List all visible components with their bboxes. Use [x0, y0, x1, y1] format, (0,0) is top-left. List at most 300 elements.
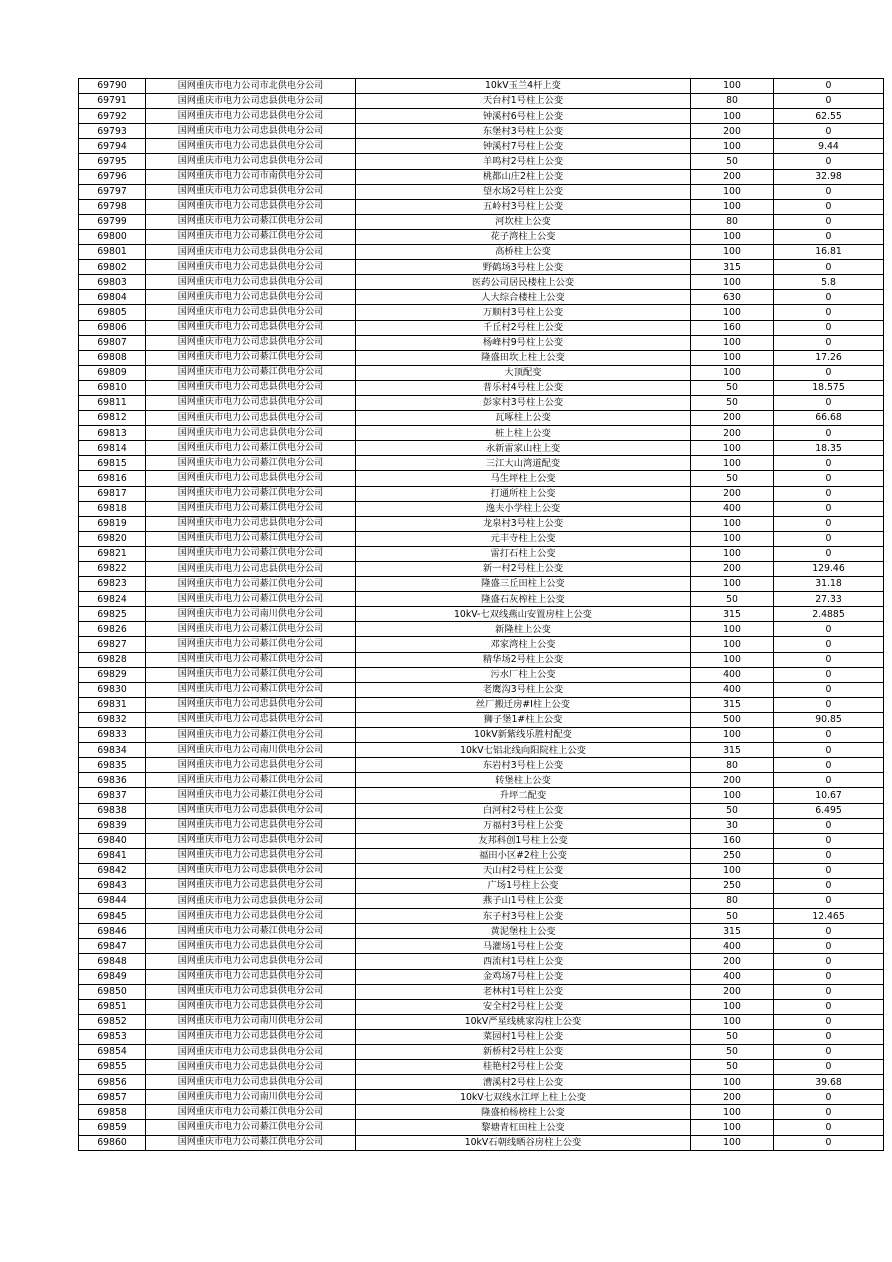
cell-name: 新隆柱上公变 [356, 622, 691, 637]
cell-org: 国网重庆市电力公司忠县供电分公司 [146, 999, 356, 1014]
table-row [79, 365, 884, 380]
cell-name: 狮子堡1#柱上公变 [356, 712, 691, 727]
cell-org: 国网重庆市电力公司忠县供电分公司 [146, 878, 356, 893]
table-row [79, 758, 884, 773]
cell-capacity: 100 [691, 652, 774, 667]
cell-id: 69809 [79, 365, 146, 380]
cell-org: 国网重庆市电力公司忠县供电分公司 [146, 184, 356, 199]
cell-name: 河坎柱上公变 [356, 214, 691, 229]
cell-id: 69829 [79, 667, 146, 682]
cell-name: 元丰寺柱上公变 [356, 531, 691, 546]
cell-id: 69841 [79, 848, 146, 863]
table-row [79, 954, 884, 969]
table-row [79, 939, 884, 954]
cell-value: 0 [774, 1090, 884, 1105]
cell-org: 国网重庆市电力公司綦江供电分公司 [146, 773, 356, 788]
cell-value: 17.26 [774, 350, 884, 365]
cell-name: 10kV玉兰4杆上变 [356, 79, 691, 94]
table-row [79, 682, 884, 697]
cell-value: 0 [774, 395, 884, 410]
table-row [79, 531, 884, 546]
cell-org: 国网重庆市电力公司忠县供电分公司 [146, 984, 356, 999]
cell-capacity: 100 [691, 441, 774, 456]
cell-value: 0 [774, 1105, 884, 1120]
cell-capacity: 100 [691, 1105, 774, 1120]
cell-org: 国网重庆市电力公司綦江供电分公司 [146, 531, 356, 546]
cell-id: 69853 [79, 1029, 146, 1044]
cell-org: 国网重庆市电力公司綦江供电分公司 [146, 924, 356, 939]
cell-capacity: 100 [691, 728, 774, 743]
cell-value: 6.495 [774, 803, 884, 818]
cell-capacity: 100 [691, 79, 774, 94]
cell-org: 国网重庆市电力公司忠县供电分公司 [146, 894, 356, 909]
cell-value: 0 [774, 1029, 884, 1044]
cell-capacity: 50 [691, 1029, 774, 1044]
cell-value: 0 [774, 863, 884, 878]
cell-org: 国网重庆市电力公司忠县供电分公司 [146, 411, 356, 426]
table-row [79, 1090, 884, 1105]
cell-id: 69803 [79, 275, 146, 290]
table-row [79, 622, 884, 637]
cell-name: 打通所柱上公变 [356, 486, 691, 501]
cell-capacity: 80 [691, 894, 774, 909]
cell-name: 医药公司居民楼柱上公变 [356, 275, 691, 290]
cell-id: 69842 [79, 863, 146, 878]
cell-capacity: 50 [691, 380, 774, 395]
cell-capacity: 200 [691, 562, 774, 577]
cell-capacity: 100 [691, 365, 774, 380]
cell-value: 0 [774, 728, 884, 743]
cell-capacity: 200 [691, 773, 774, 788]
cell-id: 69819 [79, 516, 146, 531]
cell-value: 0 [774, 79, 884, 94]
cell-capacity: 250 [691, 878, 774, 893]
cell-id: 69816 [79, 471, 146, 486]
cell-id: 69815 [79, 456, 146, 471]
cell-org: 国网重庆市电力公司綦江供电分公司 [146, 577, 356, 592]
cell-org: 国网重庆市电力公司綦江供电分公司 [146, 546, 356, 561]
cell-org: 国网重庆市电力公司忠县供电分公司 [146, 516, 356, 531]
cell-name: 东岩村3号柱上公变 [356, 758, 691, 773]
cell-value: 12.465 [774, 909, 884, 924]
cell-value: 0 [774, 531, 884, 546]
cell-id: 69799 [79, 214, 146, 229]
cell-org: 国网重庆市电力公司忠县供电分公司 [146, 863, 356, 878]
cell-name: 钟溪村7号柱上公变 [356, 139, 691, 154]
cell-name: 10kV七铝北线向阳院柱上公变 [356, 743, 691, 758]
cell-capacity: 30 [691, 818, 774, 833]
cell-id: 69793 [79, 124, 146, 139]
cell-value: 0 [774, 939, 884, 954]
table-row [79, 788, 884, 803]
cell-value: 0 [774, 622, 884, 637]
cell-org: 国网重庆市电力公司綦江供电分公司 [146, 456, 356, 471]
cell-id: 69791 [79, 94, 146, 109]
cell-value: 90.85 [774, 712, 884, 727]
cell-org: 国网重庆市电力公司綦江供电分公司 [146, 682, 356, 697]
cell-capacity: 400 [691, 501, 774, 516]
cell-org: 国网重庆市电力公司綦江供电分公司 [146, 1135, 356, 1150]
cell-capacity: 200 [691, 954, 774, 969]
cell-org: 国网重庆市电力公司忠县供电分公司 [146, 954, 356, 969]
cell-org: 国网重庆市电力公司忠县供电分公司 [146, 305, 356, 320]
cell-name: 燕子山1号柱上公变 [356, 894, 691, 909]
cell-org: 国网重庆市电力公司南川供电分公司 [146, 1014, 356, 1029]
cell-org: 国网重庆市电力公司忠县供电分公司 [146, 94, 356, 109]
cell-name: 人大综合楼柱上公变 [356, 290, 691, 305]
table-row [79, 290, 884, 305]
cell-name: 友邦科创1号柱上公变 [356, 833, 691, 848]
cell-name: 三江大山湾道配变 [356, 456, 691, 471]
cell-id: 69792 [79, 109, 146, 124]
table-row [79, 1105, 884, 1120]
table-row [79, 184, 884, 199]
cell-capacity: 160 [691, 833, 774, 848]
cell-org: 国网重庆市电力公司忠县供电分公司 [146, 697, 356, 712]
cell-value: 0 [774, 652, 884, 667]
cell-capacity: 100 [691, 229, 774, 244]
cell-id: 69821 [79, 546, 146, 561]
cell-org: 国网重庆市电力公司綦江供电分公司 [146, 788, 356, 803]
table-row [79, 1060, 884, 1075]
cell-capacity: 100 [691, 350, 774, 365]
cell-id: 69806 [79, 320, 146, 335]
cell-capacity: 160 [691, 320, 774, 335]
table-row [79, 1120, 884, 1135]
cell-id: 69822 [79, 562, 146, 577]
cell-id: 69827 [79, 637, 146, 652]
cell-capacity: 50 [691, 803, 774, 818]
table-row [79, 501, 884, 516]
cell-name: 普乐村4号柱上公变 [356, 380, 691, 395]
cell-capacity: 315 [691, 697, 774, 712]
cell-name: 东堡村3号柱上公变 [356, 124, 691, 139]
cell-name: 10kV石朝线晒谷房柱上公变 [356, 1135, 691, 1150]
table-row [79, 350, 884, 365]
cell-name: 金鸡场7号柱上公变 [356, 969, 691, 984]
cell-name: 野鹤场3号柱上公变 [356, 260, 691, 275]
cell-value: 0 [774, 984, 884, 999]
cell-id: 69854 [79, 1045, 146, 1060]
cell-org: 国网重庆市电力公司綦江供电分公司 [146, 501, 356, 516]
cell-org: 国网重庆市电力公司忠县供电分公司 [146, 712, 356, 727]
cell-name: 桃都山庄2柱上公变 [356, 169, 691, 184]
cell-id: 69801 [79, 245, 146, 260]
cell-name: 广场1号柱上公变 [356, 878, 691, 893]
cell-org: 国网重庆市电力公司忠县供电分公司 [146, 1075, 356, 1090]
table-row [79, 471, 884, 486]
cell-name: 杨峰村9号柱上公变 [356, 335, 691, 350]
cell-name: 大顶配变 [356, 365, 691, 380]
cell-value: 39.68 [774, 1075, 884, 1090]
table-row [79, 516, 884, 531]
cell-value: 129.46 [774, 562, 884, 577]
cell-id: 69834 [79, 743, 146, 758]
cell-name: 雷打石柱上公变 [356, 546, 691, 561]
cell-name: 新一村2号柱上公变 [356, 562, 691, 577]
cell-name: 污水厂柱上公变 [356, 667, 691, 682]
cell-id: 69849 [79, 969, 146, 984]
cell-value: 9.44 [774, 139, 884, 154]
cell-value: 0 [774, 229, 884, 244]
cell-org: 国网重庆市电力公司市南供电分公司 [146, 169, 356, 184]
table-row [79, 139, 884, 154]
cell-value: 0 [774, 320, 884, 335]
cell-id: 69836 [79, 773, 146, 788]
cell-capacity: 315 [691, 260, 774, 275]
cell-org: 国网重庆市电力公司忠县供电分公司 [146, 290, 356, 305]
table-row [79, 984, 884, 999]
cell-id: 69838 [79, 803, 146, 818]
cell-org: 国网重庆市电力公司忠县供电分公司 [146, 275, 356, 290]
cell-capacity: 100 [691, 1120, 774, 1135]
table-row [79, 728, 884, 743]
cell-org: 国网重庆市电力公司忠县供电分公司 [146, 939, 356, 954]
cell-name: 精华场2号柱上公变 [356, 652, 691, 667]
cell-id: 69802 [79, 260, 146, 275]
cell-name: 安全村2号柱上公变 [356, 999, 691, 1014]
cell-capacity: 200 [691, 984, 774, 999]
cell-capacity: 50 [691, 471, 774, 486]
cell-org: 国网重庆市电力公司綦江供电分公司 [146, 214, 356, 229]
cell-capacity: 200 [691, 411, 774, 426]
cell-name: 隆盛石灰榨柱上公变 [356, 592, 691, 607]
cell-name: 望水场2号柱上公变 [356, 184, 691, 199]
table-row [79, 245, 884, 260]
cell-capacity: 500 [691, 712, 774, 727]
table-row [79, 697, 884, 712]
table-row [79, 124, 884, 139]
cell-id: 69847 [79, 939, 146, 954]
cell-org: 国网重庆市电力公司忠县供电分公司 [146, 969, 356, 984]
table-row [79, 456, 884, 471]
cell-capacity: 50 [691, 1045, 774, 1060]
cell-name: 瓦啄柱上公变 [356, 411, 691, 426]
cell-id: 69796 [79, 169, 146, 184]
cell-name: 永新雷家山柱上变 [356, 441, 691, 456]
cell-org: 国网重庆市电力公司忠县供电分公司 [146, 139, 356, 154]
cell-id: 69826 [79, 622, 146, 637]
table-row [79, 94, 884, 109]
cell-capacity: 100 [691, 863, 774, 878]
cell-name: 钟溪村6号柱上公变 [356, 109, 691, 124]
cell-name: 西流村1号柱上公变 [356, 954, 691, 969]
cell-name: 10kV七双线水江坪上柱上公变 [356, 1090, 691, 1105]
table-row [79, 546, 884, 561]
cell-org: 国网重庆市电力公司忠县供电分公司 [146, 758, 356, 773]
cell-org: 国网重庆市电力公司綦江供电分公司 [146, 441, 356, 456]
cell-value: 0 [774, 848, 884, 863]
cell-id: 69823 [79, 577, 146, 592]
cell-name: 10kV严星线桃家沟柱上公变 [356, 1014, 691, 1029]
cell-value: 0 [774, 1014, 884, 1029]
table-row [79, 652, 884, 667]
cell-capacity: 50 [691, 592, 774, 607]
cell-org: 国网重庆市电力公司南川供电分公司 [146, 1090, 356, 1105]
cell-capacity: 80 [691, 214, 774, 229]
table-row [79, 380, 884, 395]
cell-id: 69835 [79, 758, 146, 773]
table-row [79, 818, 884, 833]
cell-name: 逸夫小学柱上公变 [356, 501, 691, 516]
cell-value: 0 [774, 426, 884, 441]
cell-name: 天台村1号柱上公变 [356, 94, 691, 109]
table-row [79, 848, 884, 863]
cell-name: 黄泥堡柱上公变 [356, 924, 691, 939]
table-row [79, 411, 884, 426]
cell-org: 国网重庆市电力公司忠县供电分公司 [146, 154, 356, 169]
cell-value: 0 [774, 1060, 884, 1075]
table-body [79, 79, 884, 1151]
table-row [79, 199, 884, 214]
cell-name: 桂艳村2号柱上公变 [356, 1060, 691, 1075]
cell-id: 69805 [79, 305, 146, 320]
cell-org: 国网重庆市电力公司忠县供电分公司 [146, 562, 356, 577]
cell-id: 69807 [79, 335, 146, 350]
cell-capacity: 200 [691, 124, 774, 139]
cell-id: 69833 [79, 728, 146, 743]
cell-id: 69846 [79, 924, 146, 939]
cell-name: 升坪二配变 [356, 788, 691, 803]
cell-value: 0 [774, 758, 884, 773]
cell-org: 国网重庆市电力公司忠县供电分公司 [146, 380, 356, 395]
cell-org: 国网重庆市电力公司忠县供电分公司 [146, 818, 356, 833]
cell-capacity: 200 [691, 169, 774, 184]
cell-value: 0 [774, 999, 884, 1014]
cell-name: 黎塘青杠田柱上公变 [356, 1120, 691, 1135]
cell-capacity: 100 [691, 456, 774, 471]
cell-capacity: 400 [691, 939, 774, 954]
table-row [79, 486, 884, 501]
cell-capacity: 50 [691, 1060, 774, 1075]
table-row [79, 1029, 884, 1044]
cell-org: 国网重庆市电力公司綦江供电分公司 [146, 667, 356, 682]
cell-value: 18.575 [774, 380, 884, 395]
cell-capacity: 100 [691, 788, 774, 803]
cell-value: 0 [774, 697, 884, 712]
cell-name: 白河村2号柱上公变 [356, 803, 691, 818]
table-row [79, 562, 884, 577]
cell-name: 千丘村2号柱上公变 [356, 320, 691, 335]
cell-id: 69817 [79, 486, 146, 501]
cell-org: 国网重庆市电力公司綦江供电分公司 [146, 592, 356, 607]
cell-value: 18.35 [774, 441, 884, 456]
cell-org: 国网重庆市电力公司綦江供电分公司 [146, 622, 356, 637]
cell-capacity: 400 [691, 969, 774, 984]
cell-value: 0 [774, 260, 884, 275]
cell-org: 国网重庆市电力公司綦江供电分公司 [146, 1120, 356, 1135]
cell-value: 0 [774, 486, 884, 501]
table-row [79, 260, 884, 275]
cell-org: 国网重庆市电力公司忠县供电分公司 [146, 260, 356, 275]
cell-id: 69820 [79, 531, 146, 546]
cell-id: 69859 [79, 1120, 146, 1135]
cell-capacity: 80 [691, 94, 774, 109]
cell-capacity: 100 [691, 109, 774, 124]
cell-value: 0 [774, 878, 884, 893]
cell-capacity: 315 [691, 743, 774, 758]
cell-value: 0 [774, 94, 884, 109]
cell-id: 69860 [79, 1135, 146, 1150]
cell-org: 国网重庆市电力公司忠县供电分公司 [146, 803, 356, 818]
cell-id: 69848 [79, 954, 146, 969]
cell-name: 丝厂搬迁房#I柱上公变 [356, 697, 691, 712]
cell-value: 0 [774, 1045, 884, 1060]
cell-id: 69795 [79, 154, 146, 169]
table-row [79, 426, 884, 441]
cell-capacity: 50 [691, 909, 774, 924]
cell-id: 69824 [79, 592, 146, 607]
cell-capacity: 100 [691, 546, 774, 561]
table-row [79, 109, 884, 124]
cell-id: 69797 [79, 184, 146, 199]
table-row [79, 803, 884, 818]
cell-id: 69858 [79, 1105, 146, 1120]
cell-id: 69818 [79, 501, 146, 516]
cell-capacity: 100 [691, 335, 774, 350]
cell-org: 国网重庆市电力公司忠县供电分公司 [146, 124, 356, 139]
cell-capacity: 200 [691, 1090, 774, 1105]
cell-org: 国网重庆市电力公司忠县供电分公司 [146, 1029, 356, 1044]
cell-org: 国网重庆市电力公司綦江供电分公司 [146, 350, 356, 365]
cell-value: 0 [774, 818, 884, 833]
cell-name: 马生坪柱上公变 [356, 471, 691, 486]
cell-value: 62.55 [774, 109, 884, 124]
cell-value: 32.98 [774, 169, 884, 184]
cell-capacity: 100 [691, 999, 774, 1014]
cell-name: 10kV-七双线燕山安置房柱上公变 [356, 607, 691, 622]
cell-org: 国网重庆市电力公司忠县供电分公司 [146, 909, 356, 924]
table-row [79, 577, 884, 592]
cell-org: 国网重庆市电力公司綦江供电分公司 [146, 1105, 356, 1120]
table-row [79, 441, 884, 456]
cell-id: 69850 [79, 984, 146, 999]
table-row [79, 894, 884, 909]
cell-value: 0 [774, 546, 884, 561]
cell-name: 五岭村3号柱上公变 [356, 199, 691, 214]
cell-id: 69857 [79, 1090, 146, 1105]
cell-name: 东子村3号柱上公变 [356, 909, 691, 924]
cell-capacity: 200 [691, 486, 774, 501]
cell-name: 隆盛三丘田柱上公变 [356, 577, 691, 592]
cell-id: 69844 [79, 894, 146, 909]
cell-name: 10kV新紫线乐胜村配变 [356, 728, 691, 743]
cell-value: 16.81 [774, 245, 884, 260]
cell-value: 0 [774, 456, 884, 471]
cell-value: 0 [774, 184, 884, 199]
cell-value: 31.18 [774, 577, 884, 592]
cell-capacity: 100 [691, 305, 774, 320]
table-row [79, 637, 884, 652]
cell-id: 69811 [79, 395, 146, 410]
cell-value: 0 [774, 667, 884, 682]
cell-id: 69855 [79, 1060, 146, 1075]
table-row [79, 154, 884, 169]
cell-value: 0 [774, 924, 884, 939]
cell-org: 国网重庆市电力公司綦江供电分公司 [146, 486, 356, 501]
cell-capacity: 100 [691, 1075, 774, 1090]
cell-id: 69845 [79, 909, 146, 924]
cell-org: 国网重庆市电力公司南川供电分公司 [146, 607, 356, 622]
cell-org: 国网重庆市电力公司市北供电分公司 [146, 79, 356, 94]
cell-value: 0 [774, 833, 884, 848]
table-row [79, 305, 884, 320]
cell-value: 66.68 [774, 411, 884, 426]
cell-org: 国网重庆市电力公司忠县供电分公司 [146, 471, 356, 486]
table-row [79, 214, 884, 229]
cell-org: 国网重庆市电力公司南川供电分公司 [146, 743, 356, 758]
table-row [79, 833, 884, 848]
